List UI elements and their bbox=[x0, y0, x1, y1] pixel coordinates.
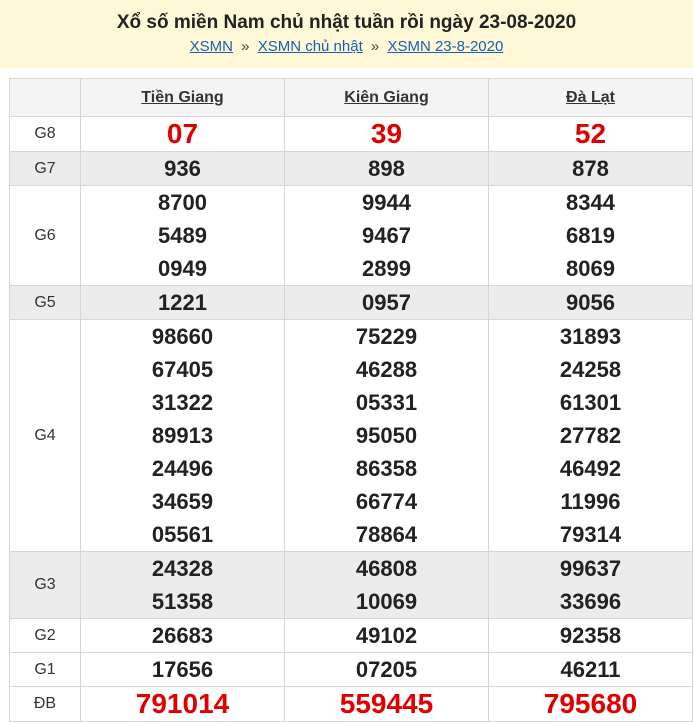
province-header-tien-giang[interactable]: Tiền Giang bbox=[81, 79, 285, 117]
prize-label: G2 bbox=[10, 619, 81, 653]
prize-number: 0957 bbox=[362, 290, 411, 315]
breadcrumb bbox=[0, 38, 693, 55]
prize-cell bbox=[81, 152, 285, 186]
prize-number: 49102 bbox=[355, 623, 418, 648]
prize-number: 07 bbox=[166, 118, 199, 149]
prize-cell bbox=[489, 687, 693, 722]
prize-number: 61301 bbox=[559, 390, 622, 415]
prize-number: 51358 bbox=[151, 589, 214, 614]
breadcrumb-link-xsmn-date[interactable]: XSMN 23-8-2020 bbox=[387, 38, 504, 55]
prize-number: 9467 bbox=[362, 223, 411, 248]
prize-row bbox=[10, 152, 693, 186]
prize-number: 86358 bbox=[355, 456, 418, 481]
breadcrumb-link-xsmn-sunday[interactable]: XSMN chủ nhật bbox=[257, 38, 363, 55]
prize-number: 17656 bbox=[151, 657, 214, 682]
prize-row bbox=[10, 320, 693, 552]
prize-cell bbox=[489, 186, 693, 286]
prize-number: 98660 bbox=[151, 324, 214, 349]
prize-number: 878 bbox=[572, 156, 609, 181]
table-header-row bbox=[10, 79, 693, 117]
prize-number: 05331 bbox=[355, 390, 418, 415]
prize-number: 07205 bbox=[355, 657, 418, 682]
prize-row bbox=[10, 619, 693, 653]
prize-label: G5 bbox=[10, 286, 81, 320]
prize-number: 24258 bbox=[559, 357, 622, 382]
prize-number: 9944 bbox=[362, 190, 411, 215]
prize-cell bbox=[285, 320, 489, 552]
prize-number: 66774 bbox=[355, 489, 418, 514]
page-title: Xổ số miền Nam chủ nhật tuần rồi ngày 23-08-2020 bbox=[116, 12, 577, 33]
prize-number: 24328 bbox=[151, 556, 214, 581]
prize-number: 31322 bbox=[151, 390, 214, 415]
page-header bbox=[0, 0, 693, 68]
prize-cell bbox=[81, 320, 285, 552]
prize-cell bbox=[81, 552, 285, 619]
prize-row bbox=[10, 286, 693, 320]
prize-number: 27782 bbox=[559, 423, 622, 448]
prize-number: 95050 bbox=[355, 423, 418, 448]
prize-number: 39 bbox=[370, 118, 403, 149]
prize-label: G1 bbox=[10, 653, 81, 687]
prize-number: 791014 bbox=[135, 688, 230, 719]
prize-cell bbox=[489, 152, 693, 186]
prize-number: 5489 bbox=[158, 223, 207, 248]
prize-cell bbox=[81, 117, 285, 152]
prize-cell bbox=[81, 619, 285, 653]
prize-label: G6 bbox=[10, 186, 81, 286]
prize-number: 6819 bbox=[566, 223, 615, 248]
prize-number: 46492 bbox=[559, 456, 622, 481]
prize-number: 2899 bbox=[362, 256, 411, 281]
prize-cell bbox=[489, 653, 693, 687]
prize-number: 0949 bbox=[158, 256, 207, 281]
prize-cell bbox=[285, 619, 489, 653]
prize-number: 46808 bbox=[355, 556, 418, 581]
prize-cell bbox=[81, 653, 285, 687]
prize-cell bbox=[285, 653, 489, 687]
prize-cell bbox=[81, 687, 285, 722]
prize-row bbox=[10, 653, 693, 687]
prize-cell bbox=[285, 687, 489, 722]
breadcrumb-separator: » bbox=[241, 38, 250, 55]
prize-number: 79314 bbox=[559, 522, 622, 547]
prize-number: 559445 bbox=[339, 688, 434, 719]
prize-cell bbox=[489, 619, 693, 653]
prize-cell bbox=[81, 186, 285, 286]
breadcrumb-link-xsmn[interactable]: XSMN bbox=[189, 38, 233, 55]
prize-number: 92358 bbox=[559, 623, 622, 648]
province-header-kien-giang[interactable]: Kiên Giang bbox=[285, 79, 489, 117]
prize-number: 8344 bbox=[566, 190, 615, 215]
prize-row bbox=[10, 687, 693, 722]
prize-label: G7 bbox=[10, 152, 81, 186]
prize-number: 75229 bbox=[355, 324, 418, 349]
prize-number: 26683 bbox=[151, 623, 214, 648]
header-corner bbox=[10, 79, 81, 117]
prize-number: 8069 bbox=[566, 256, 615, 281]
prize-cell bbox=[285, 186, 489, 286]
results-table bbox=[9, 78, 693, 722]
prize-number: 33696 bbox=[559, 589, 622, 614]
prize-cell bbox=[285, 152, 489, 186]
prize-number: 10069 bbox=[355, 589, 418, 614]
prize-number: 99637 bbox=[559, 556, 622, 581]
prize-number: 9056 bbox=[566, 290, 615, 315]
prize-number: 34659 bbox=[151, 489, 214, 514]
prize-number: 8700 bbox=[158, 190, 207, 215]
prize-label: G3 bbox=[10, 552, 81, 619]
prize-cell bbox=[489, 552, 693, 619]
prize-number: 52 bbox=[574, 118, 607, 149]
prize-row bbox=[10, 552, 693, 619]
prize-number: 1221 bbox=[158, 290, 207, 315]
province-header-da-lat[interactable]: Đà Lạt bbox=[489, 79, 693, 117]
prize-cell bbox=[285, 117, 489, 152]
prize-number: 05561 bbox=[151, 522, 214, 547]
prize-number: 11996 bbox=[560, 489, 621, 514]
prize-cell bbox=[489, 286, 693, 320]
prize-label: G4 bbox=[10, 320, 81, 552]
prize-cell bbox=[489, 320, 693, 552]
prize-cell bbox=[285, 552, 489, 619]
prize-number: 46211 bbox=[560, 657, 621, 682]
prize-row bbox=[10, 186, 693, 286]
prize-number: 67405 bbox=[151, 357, 214, 382]
prize-cell bbox=[81, 286, 285, 320]
prize-number: 795680 bbox=[543, 688, 638, 719]
prize-number: 24496 bbox=[151, 456, 214, 481]
breadcrumb-separator: » bbox=[370, 38, 380, 55]
prize-number: 898 bbox=[368, 156, 405, 181]
prize-cell bbox=[489, 117, 693, 152]
prize-number: 78864 bbox=[355, 522, 418, 547]
prize-label: G8 bbox=[10, 117, 81, 152]
prize-number: 31893 bbox=[559, 324, 622, 349]
prize-cell bbox=[285, 286, 489, 320]
prize-number: 46288 bbox=[355, 357, 418, 382]
prize-label: ĐB bbox=[10, 687, 81, 722]
prize-number: 89913 bbox=[151, 423, 214, 448]
prize-row bbox=[10, 117, 693, 152]
prize-number: 936 bbox=[164, 156, 201, 181]
